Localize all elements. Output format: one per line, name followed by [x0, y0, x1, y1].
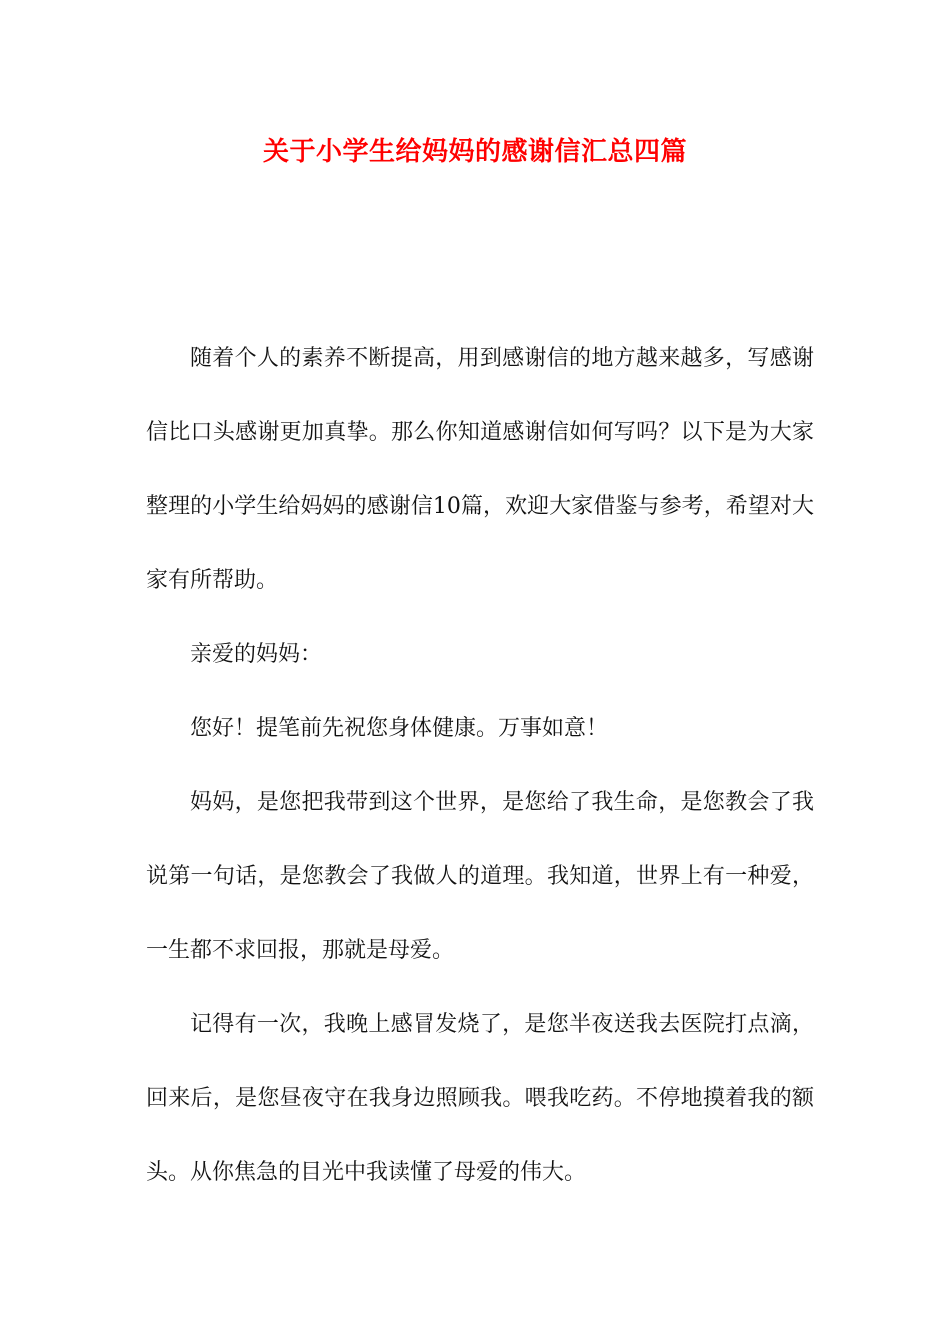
- document-title: 关于小学生给妈妈的感谢信汇总四篇: [262, 137, 687, 167]
- paragraph-salutation: 亲爱的妈妈：: [190, 642, 323, 667]
- paragraph-mother-love: 妈妈，是您把我带到这个世界，是您给了我生命，是您教会了我说第一句话，是您教会了我做人的道理。我知道，世界上有一种爱，一生都不求回报，那就是母爱。: [146, 790, 814, 963]
- paragraph-memory: 记得有一次，我晚上感冒发烧了，是您半夜送我去医院打点滴，回来后，是您昼夜守在我身边照顾我。喂我吃药。不停地摸着我的额头。从你焦急的目光中我读懂了母爱的伟大。: [146, 1012, 814, 1185]
- document-body: [146, 322, 814, 1210]
- paragraph-greeting: 您好！提笔前先祝您身体健康。万事如意！: [190, 716, 609, 741]
- paragraph-intro: 随着个人的素养不断提高，用到感谢信的地方越来越多，写感谢信比口头感谢更加真挚。那么你知道感谢信如何写吗？以下是为大家整理的小学生给妈妈的感谢信10篇，欢迎大家借鉴与参考，希望对大家有所帮助。: [146, 346, 814, 593]
